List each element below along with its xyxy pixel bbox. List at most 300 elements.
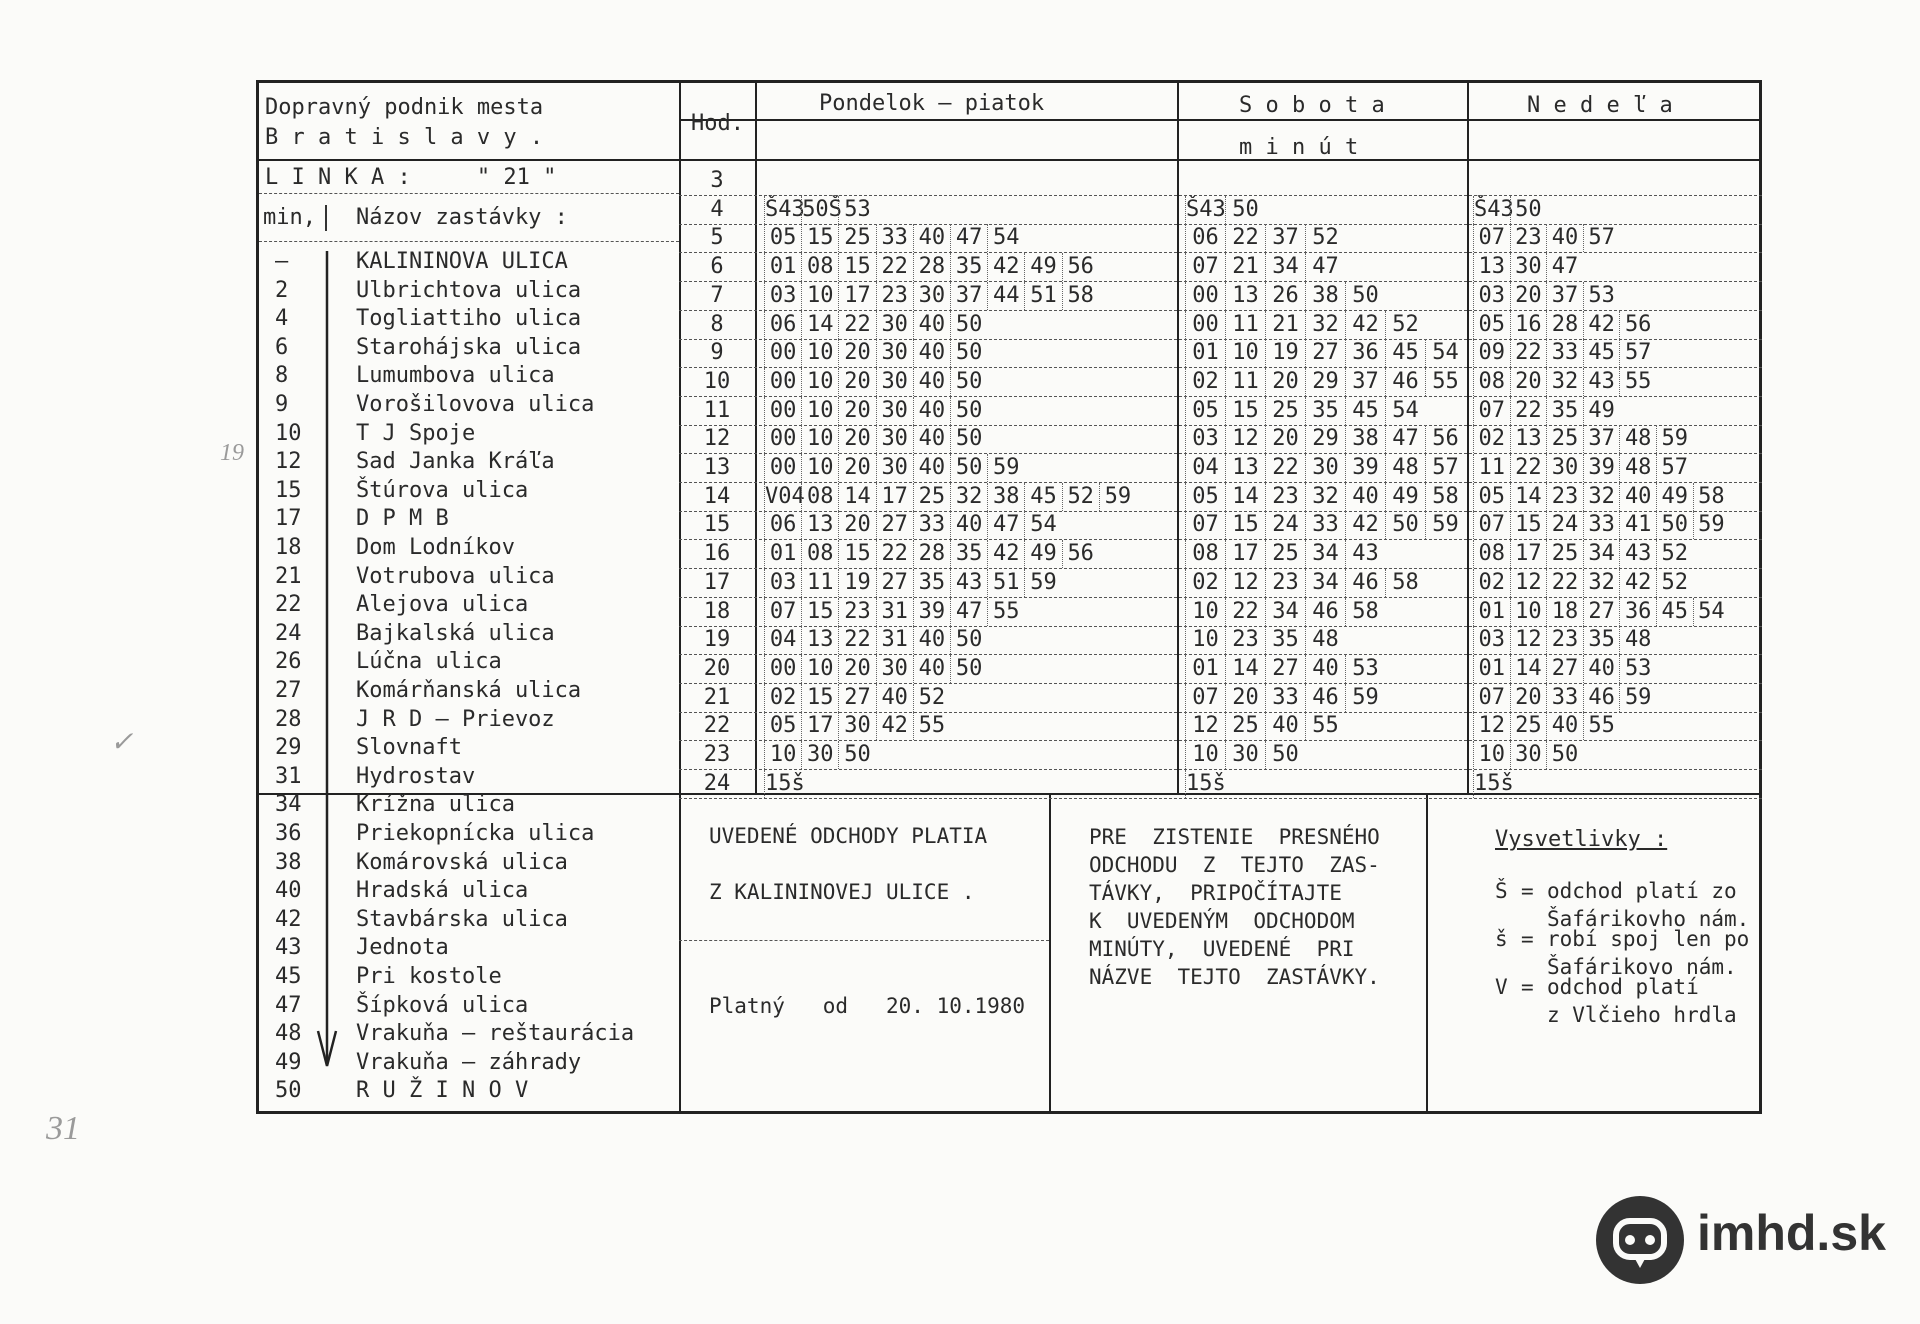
stop-name: Lumumbova ulica	[356, 363, 555, 389]
legend-title: Vysvetlivky :	[1495, 827, 1668, 852]
hour-row	[259, 511, 1765, 540]
instruction-note: PRE ZISTENIE PRESNÉHO ODCHODU Z TEJTO ZAS- TÁVKY, PRIPOČÍTAJTE K UVEDENÝM ODCHODOM MINÚTY, UVEDENÉ PRI NÁZVE TEJTO ZASTÁVKY.	[1089, 825, 1380, 989]
weekday-minute: 44	[987, 282, 1024, 310]
minutes-column-header: min,	[263, 205, 316, 230]
weekday-minute: 35	[950, 253, 987, 281]
saturday-minute: 47	[1385, 425, 1425, 453]
saturday-minute: 55	[1425, 368, 1465, 396]
sunday-minute: 18	[1546, 598, 1583, 626]
weekday-minute: 54	[1024, 511, 1061, 539]
hour-label: 3	[710, 168, 724, 193]
sunday-minute: 43	[1583, 368, 1620, 396]
hour-row	[259, 339, 1765, 368]
hour-row	[259, 655, 1765, 684]
saturday-minute: 46	[1305, 598, 1345, 626]
weekday-minute: 40	[913, 311, 950, 339]
sunday-minute: 33	[1546, 684, 1583, 712]
sunday-minute: 35	[1546, 397, 1583, 425]
saturday-minute: 40	[1305, 655, 1345, 683]
saturday-minute: 42	[1345, 311, 1385, 339]
legend-description: robí spoj len po Šafárikovo nám.	[1547, 927, 1750, 979]
hour-row	[259, 741, 1765, 770]
hour-row	[259, 626, 1765, 655]
stop-row	[259, 963, 679, 992]
hour-label: 13	[703, 455, 731, 480]
stop-minutes: 42	[275, 906, 302, 932]
sunday-minute: 45	[1583, 339, 1620, 367]
weekday-minute: 11	[801, 569, 838, 597]
weekday-minute: 03	[764, 569, 801, 597]
weekday-minute: 40	[913, 397, 950, 425]
saturday-minute: 02	[1185, 569, 1225, 597]
sunday-minute: 40	[1546, 224, 1583, 252]
weekday-minute: 00	[764, 454, 801, 482]
hour-row	[259, 598, 1765, 627]
sunday-minute: 56	[1619, 311, 1656, 339]
weekday-minute: 39	[913, 598, 950, 626]
saturday-minute: 13	[1225, 282, 1265, 310]
sunday-minute: 37	[1583, 425, 1620, 453]
weekday-minute: 10	[764, 741, 801, 769]
sunday-minute: 57	[1656, 454, 1693, 482]
stop-minutes: 28	[275, 706, 302, 732]
sunday-minute: 33	[1546, 339, 1583, 367]
weekday-minute: 05	[764, 712, 801, 740]
stop-minutes: 36	[275, 821, 302, 846]
weekday-minute: 13	[801, 511, 838, 539]
weekday-minute: 00	[764, 339, 801, 367]
stop-minutes: 40	[275, 878, 302, 904]
sunday-minute: 28	[1546, 311, 1583, 339]
weekday-minute: 31	[876, 598, 913, 626]
sunday-minute: 35	[1583, 626, 1620, 654]
weekday-minute: 55	[913, 712, 950, 740]
legend-symbol: Š	[1495, 879, 1508, 903]
stop-minutes: 21	[275, 563, 302, 589]
weekday-minute: 40	[913, 454, 950, 482]
stop-minutes: 15	[275, 477, 302, 503]
hour-row	[259, 311, 1765, 340]
saturday-minute: 53	[1345, 655, 1385, 683]
weekday-minute: 01	[764, 253, 801, 281]
stop-minutes: 50	[275, 1078, 302, 1104]
stop-name: KALININOVA ULICA	[356, 249, 568, 274]
sunday-minute: 15	[1510, 511, 1547, 539]
saturday-minute: 52	[1385, 311, 1425, 339]
saturday-minute: 23	[1265, 483, 1305, 511]
sunday-minute: 22	[1510, 397, 1547, 425]
weekday-minute: 52	[913, 684, 950, 712]
weekday-minute: 10	[801, 655, 838, 683]
sunday-minute: 48	[1619, 454, 1656, 482]
sunday-minute: 25	[1510, 712, 1547, 740]
hour-label: 11	[703, 397, 731, 423]
saturday-minute: 08	[1185, 540, 1225, 568]
stop-minutes: 38	[275, 849, 302, 875]
hour-label: 14	[703, 483, 731, 509]
sunday-minute: 24	[1546, 511, 1583, 539]
saturday-minute: 14	[1225, 483, 1265, 511]
saturday-minute: 01	[1185, 655, 1225, 683]
weekday-minute: 42	[987, 540, 1024, 568]
saturday-minute: 10	[1185, 598, 1225, 626]
hour-row	[259, 196, 1765, 225]
minutes-header: m i n ú t	[1239, 135, 1359, 160]
sunday-minute: 15š	[1474, 770, 1514, 796]
sunday-minute: 07	[1473, 511, 1510, 539]
stop-name: Sad Janka Kráľa	[356, 449, 555, 475]
weekday-minute: 30	[801, 741, 838, 769]
sunday-minute: 57	[1583, 224, 1620, 252]
hour-label: 18	[703, 598, 731, 624]
weekday-minute: 59	[1024, 569, 1061, 597]
sunday-minute: 07	[1473, 397, 1510, 425]
stop-row	[259, 849, 679, 878]
weekday-minute: 56	[1062, 540, 1099, 568]
saturday-minute: 24	[1265, 511, 1305, 539]
saturday-minute: 00	[1185, 282, 1225, 310]
saturday-minute: 50	[1225, 196, 1265, 224]
weekday-minute: 27	[876, 511, 913, 539]
sunday-minute: 50	[1656, 511, 1693, 539]
weekday-minute: 22	[876, 540, 913, 568]
saturday-minute: 05	[1185, 397, 1225, 425]
sunday-minute: 22	[1510, 454, 1547, 482]
weekday-minute: 52	[1062, 483, 1099, 511]
hour-row	[259, 167, 1765, 196]
sunday-minute: 37	[1546, 282, 1583, 310]
sunday-minute: 54	[1693, 598, 1730, 626]
saturday-minute: 49	[1385, 483, 1425, 511]
weekday-minute: 17	[838, 282, 875, 310]
stop-name: Priekopnícka ulica	[356, 821, 595, 846]
stop-name: Šípková ulica	[356, 992, 529, 1018]
saturday-minute: 42	[1345, 511, 1385, 539]
saturday-minute: 46	[1385, 368, 1425, 396]
saturday-minute: 26	[1265, 282, 1305, 310]
weekday-minute: 56	[1062, 253, 1099, 281]
stop-name: D P M B	[356, 506, 449, 532]
weekday-minute: 28	[913, 253, 950, 281]
sunday-minute: 12	[1473, 712, 1510, 740]
saturday-minute: 00	[1185, 311, 1225, 339]
weekday-minute: 25	[913, 483, 950, 511]
saturday-minute: 21	[1265, 311, 1305, 339]
weekday-minute: 20	[838, 655, 875, 683]
saturday-minute: 39	[1345, 454, 1385, 482]
sunday-minute: 53	[1583, 282, 1620, 310]
weekday-minute: 02	[764, 684, 801, 712]
departures-note-line2: Z KALININOVEJ ULICE .	[709, 880, 975, 904]
saturday-minute: 40	[1265, 712, 1305, 740]
sunday-minute: 42	[1619, 569, 1656, 597]
saturday-minute: 30	[1225, 741, 1265, 769]
stop-minutes: 18	[275, 535, 302, 560]
hour-row	[259, 770, 1765, 799]
saturday-minute: 32	[1305, 483, 1345, 511]
sunday-minute: 39	[1583, 454, 1620, 482]
weekday-minute: 54	[987, 224, 1024, 252]
hour-label: 10	[703, 368, 731, 394]
stop-minutes: 6	[275, 334, 289, 360]
hour-label: 8	[710, 311, 724, 337]
hour-label: 21	[703, 684, 731, 710]
sunday-minute: 52	[1656, 569, 1693, 597]
saturday-minute: 10	[1225, 339, 1265, 367]
saturday-minute: 27	[1265, 655, 1305, 683]
saturday-minute: 20	[1265, 368, 1305, 396]
hour-column-header: Hod.	[691, 111, 744, 136]
weekday-minute: 22	[876, 253, 913, 281]
company-name: Dopravný podnik mesta	[265, 95, 544, 120]
weekday-minute: 51	[1024, 282, 1061, 310]
weekday-minute: 50	[950, 368, 987, 396]
weekday-minute: 25	[838, 224, 875, 252]
stop-name: Alejova ulica	[356, 592, 529, 618]
weekday-minute: 10	[801, 368, 838, 396]
weekday-minute: 30	[876, 655, 913, 683]
weekday-minute: 50Š	[802, 196, 842, 222]
sunday-minute: 02	[1473, 425, 1510, 453]
legend-description: odchod platí z Vlčieho hrdla	[1547, 975, 1737, 1027]
sunday-minute: 13	[1473, 253, 1510, 281]
saturday-minute: 33	[1265, 684, 1305, 712]
sunday-minute: 50	[1510, 196, 1547, 224]
stop-minutes: 47	[275, 992, 302, 1018]
hour-row	[259, 454, 1765, 483]
weekday-minute: 40	[913, 339, 950, 367]
weekday-minute: 01	[764, 540, 801, 568]
sunday-minute: 59	[1656, 425, 1693, 453]
saturday-minute: 58	[1345, 598, 1385, 626]
weekday-minute: 58	[1062, 282, 1099, 310]
weekday-minute: 40	[913, 655, 950, 683]
line-number: L I N K A : " 21 "	[265, 165, 557, 190]
sunday-minute: 20	[1510, 684, 1547, 712]
saturday-minute: 06	[1185, 224, 1225, 252]
stop-name: Bajkalská ulica	[356, 620, 555, 646]
weekday-minute: Š43	[765, 196, 805, 222]
stop-name-header: Názov zastávky :	[356, 205, 568, 230]
sunday-minute: 36	[1619, 598, 1656, 626]
sunday-minute: 27	[1546, 655, 1583, 683]
sunday-minute: 03	[1473, 626, 1510, 654]
saturday-minute: 21	[1225, 253, 1265, 281]
weekday-minute: 10	[801, 282, 838, 310]
saturday-minute: 46	[1345, 569, 1385, 597]
weekday-minute: 49	[1024, 540, 1061, 568]
saturday-minute: 47	[1305, 253, 1345, 281]
weekday-minute: 50	[950, 454, 987, 482]
stop-name: Lúčna ulica	[356, 649, 502, 675]
sunday-minute: 32	[1583, 483, 1620, 511]
sunday-minute: 32	[1546, 368, 1583, 396]
hour-row	[259, 368, 1765, 397]
legend-equals: =	[1521, 879, 1534, 903]
saturday-minute: Š43	[1186, 196, 1226, 222]
stop-minutes: 48	[275, 1021, 302, 1047]
weekday-minute: 08	[801, 540, 838, 568]
stop-row	[259, 1077, 679, 1106]
weekday-minute: 35	[950, 540, 987, 568]
sunday-minute: 08	[1473, 368, 1510, 396]
hour-label: 12	[703, 426, 731, 452]
saturday-minute: 50	[1265, 741, 1305, 769]
weekday-minute: 30	[876, 454, 913, 482]
weekday-minute: 42	[987, 253, 1024, 281]
sunday-minute: 59	[1619, 684, 1656, 712]
hour-label: 20	[703, 655, 731, 681]
weekday-minute: 40	[913, 368, 950, 396]
sunday-minute: 13	[1510, 425, 1547, 453]
weekday-minute: 20	[838, 339, 875, 367]
stop-name: Starohájska ulica	[356, 334, 582, 360]
saturday-minute: 11	[1225, 368, 1265, 396]
weekday-minute: 47	[950, 224, 987, 252]
sunday-minute: 09	[1473, 339, 1510, 367]
weekday-minute: 17	[801, 712, 838, 740]
weekday-minute: 20	[838, 425, 875, 453]
weekday-minute: 50	[950, 311, 987, 339]
sunday-minute: 40	[1583, 655, 1620, 683]
stop-row	[259, 1020, 679, 1049]
weekday-minute: 42	[876, 712, 913, 740]
saturday-minute: 45	[1385, 339, 1425, 367]
weekday-minute: 15	[838, 253, 875, 281]
weekday-minute: V04	[765, 483, 805, 509]
saturday-minute: 30	[1305, 454, 1345, 482]
sunday-minute: 46	[1583, 684, 1620, 712]
stop-minutes: 34	[275, 792, 302, 818]
saturday-minute: 11	[1225, 311, 1265, 339]
legend-symbol: š	[1495, 927, 1508, 951]
weekday-minute: 50	[950, 425, 987, 453]
saturday-minute: 15š	[1186, 770, 1226, 796]
sunday-minute: 14	[1510, 655, 1547, 683]
weekday-minute: 50	[950, 655, 987, 683]
saturday-minute: 40	[1345, 483, 1385, 511]
saturday-minute: 14	[1225, 655, 1265, 683]
saturday-minute: 12	[1225, 569, 1265, 597]
departures-note-line1: UVEDENÉ ODCHODY PLATIA	[709, 824, 988, 848]
weekday-minute: 05	[764, 224, 801, 252]
stop-minutes: 10	[275, 420, 302, 446]
saturday-minute: 17	[1225, 540, 1265, 568]
weekday-minute: 30	[876, 425, 913, 453]
stop-minutes: 43	[275, 935, 302, 961]
sunday-minute: 01	[1473, 655, 1510, 683]
saturday-minute: 46	[1305, 684, 1345, 712]
stop-minutes: 17	[275, 506, 302, 532]
weekday-minute: 40	[950, 511, 987, 539]
hour-label: 23	[703, 742, 731, 767]
saturday-minute: 22	[1225, 598, 1265, 626]
weekday-minute: 50	[838, 741, 875, 769]
saturday-minute: 03	[1185, 425, 1225, 453]
stop-minutes: 22	[275, 592, 302, 618]
sunday-minute: 23	[1510, 224, 1547, 252]
sunday-minute: 20	[1510, 282, 1547, 310]
saturday-minute: 58	[1425, 483, 1465, 511]
hour-label: 4	[710, 196, 724, 222]
saturday-minute: 37	[1345, 368, 1385, 396]
timetable-sheet	[256, 80, 1762, 1114]
saturday-minute: 38	[1345, 425, 1385, 453]
weekday-minute: 20	[838, 397, 875, 425]
saturday-minute: 59	[1345, 684, 1385, 712]
sunday-minute: 40	[1619, 483, 1656, 511]
sunday-minute: 22	[1510, 339, 1547, 367]
saturday-minute: 02	[1185, 368, 1225, 396]
weekday-minute: 31	[876, 626, 913, 654]
weekday-minute: 14	[838, 483, 875, 511]
stop-row	[259, 1049, 679, 1078]
hour-row	[259, 253, 1765, 282]
hour-label: 15	[703, 512, 731, 538]
weekday-minute: 30	[838, 712, 875, 740]
weekday-minute: 22	[838, 311, 875, 339]
weekday-minute: 08	[801, 483, 838, 511]
saturday-minute: 12	[1225, 425, 1265, 453]
saturday-minute: 20	[1225, 684, 1265, 712]
weekday-minute: 23	[838, 598, 875, 626]
sunday-minute: 10	[1473, 741, 1510, 769]
hour-label: 22	[703, 713, 731, 739]
stop-name: Ulbrichtova ulica	[356, 277, 582, 303]
weekday-minute: 00	[764, 368, 801, 396]
hour-label: 9	[710, 340, 724, 366]
sunday-minute: 48	[1619, 425, 1656, 453]
weekday-minute: 28	[913, 540, 950, 568]
hour-label: 7	[710, 282, 724, 308]
stop-minutes: 4	[275, 306, 289, 332]
sunday-minute: 30	[1546, 454, 1583, 482]
sunday-minute: 14	[1510, 483, 1547, 511]
saturday-minute: 56	[1425, 425, 1465, 453]
stop-name: T J Spoje	[356, 420, 476, 446]
saturday-minute: 58	[1385, 569, 1425, 597]
hour-row	[259, 712, 1765, 741]
sunday-minute: 07	[1473, 684, 1510, 712]
hour-label: 16	[703, 541, 731, 567]
hour-label: 17	[703, 569, 731, 595]
sunday-minute: 49	[1583, 397, 1620, 425]
saturday-minute: 52	[1305, 224, 1345, 252]
weekday-minute: 15š	[765, 770, 805, 796]
weekday-minute: 15	[801, 684, 838, 712]
sunday-minute: 42	[1583, 311, 1620, 339]
weekday-minute: 55	[987, 598, 1024, 626]
legend-description: odchod platí zo Šafárikovho nám.	[1547, 879, 1750, 931]
stop-minutes: 26	[275, 649, 302, 675]
imhd-brand: imhd.sk	[1697, 1205, 1886, 1261]
stop-name: Stavbárska ulica	[356, 906, 568, 932]
saturday-header: S o b o t a	[1239, 93, 1385, 118]
margin-note-19: 19	[220, 440, 244, 466]
sunday-minute: 59	[1693, 511, 1730, 539]
weekday-minute: 40	[913, 224, 950, 252]
stop-name: Votrubova ulica	[356, 563, 555, 589]
weekday-minute: 33	[876, 224, 913, 252]
weekday-minute: 23	[876, 282, 913, 310]
stop-name: Štúrova ulica	[356, 477, 529, 503]
weekday-minute: 30	[876, 368, 913, 396]
weekday-minute: 20	[838, 368, 875, 396]
weekday-minute: 06	[764, 511, 801, 539]
stop-name: Slovnaft	[356, 735, 462, 761]
saturday-minute: 59	[1425, 511, 1465, 539]
sunday-minute: 05	[1473, 483, 1510, 511]
